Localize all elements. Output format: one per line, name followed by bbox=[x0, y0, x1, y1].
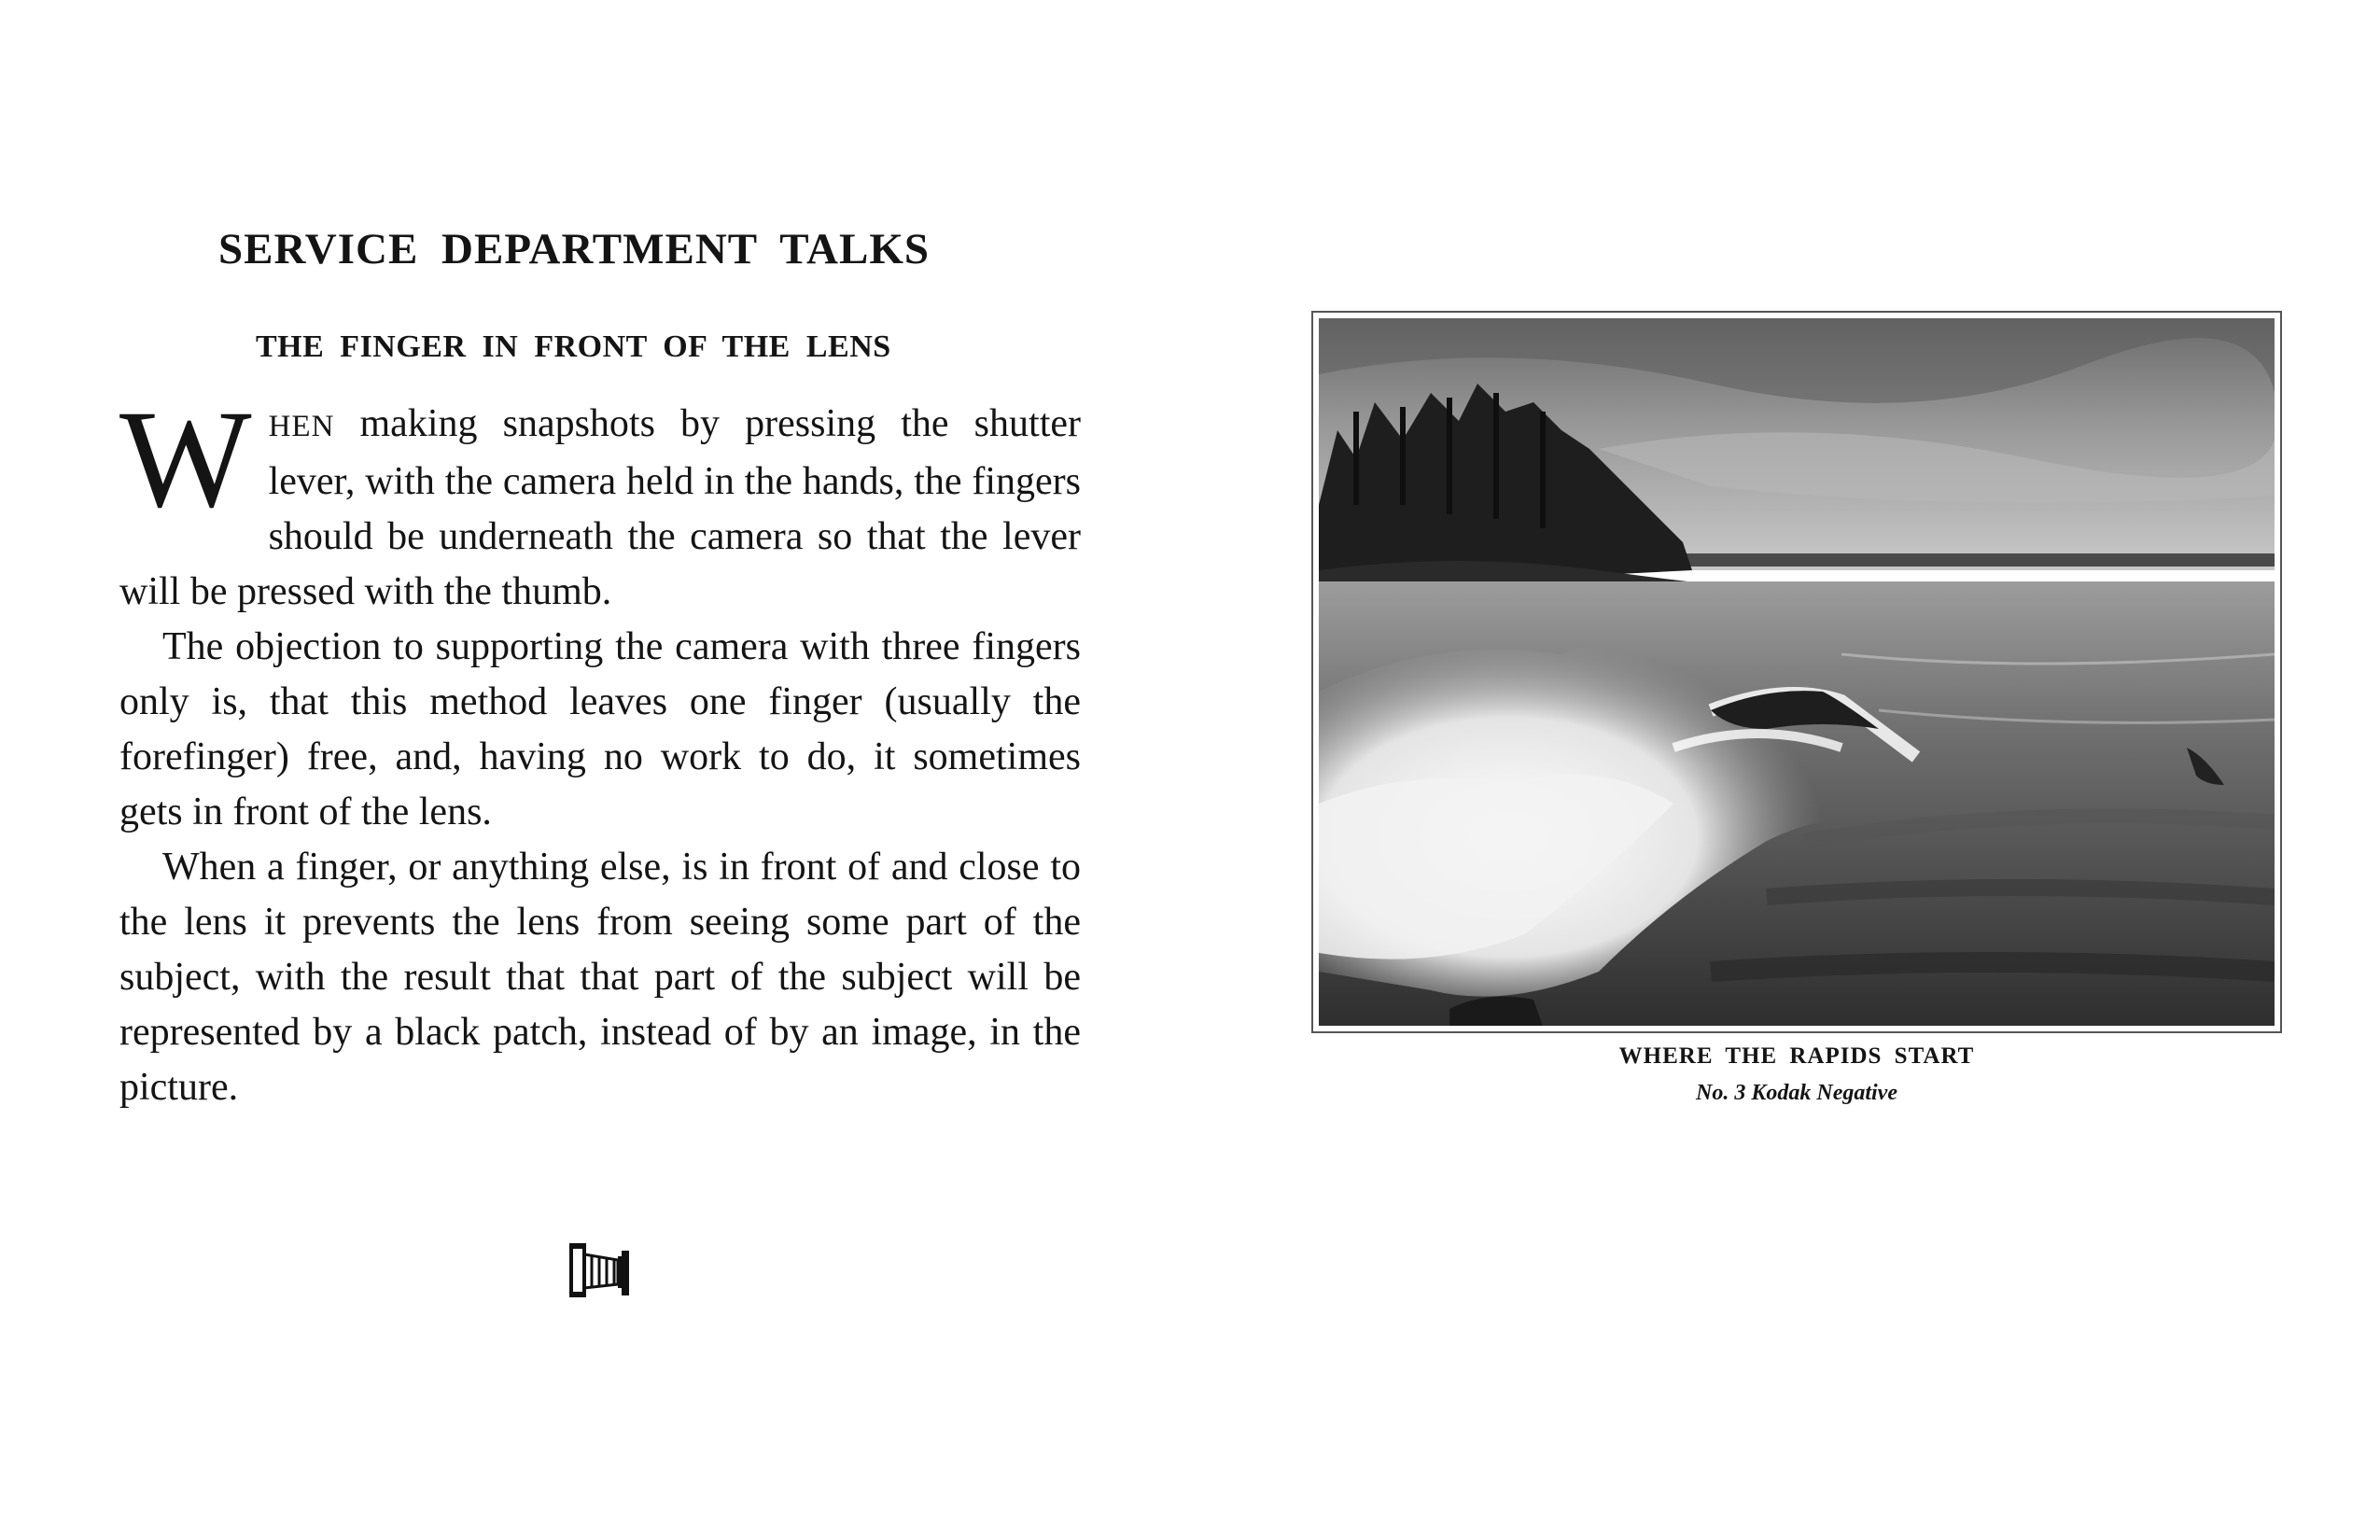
rapids-photograph bbox=[1311, 311, 2282, 1033]
bellows-camera-icon bbox=[567, 1239, 635, 1301]
lead-small-caps: HEN bbox=[268, 410, 335, 443]
photo-caption-title: WHERE THE RAPIDS START bbox=[1618, 1043, 1975, 1069]
section-subtitle: THE FINGER IN FRONT OF THE LENS bbox=[256, 329, 891, 364]
photo-caption-subtitle: No. 3 Kodak Negative bbox=[1696, 1081, 1897, 1105]
paragraph-2: The objection to supporting the camera with three fingers only is, that this method leaves one finger (usually the forefinger) free, and, having no work to do, it sometimes gets in front of the lens. bbox=[119, 625, 1081, 833]
paragraph-1-text: making snapshots by pressing the shutter lever, with the camera held in the hands, the fingers should be underneath the camera so that the lever will be pressed with the thumb. bbox=[119, 402, 1081, 613]
rapids-photo-image bbox=[1319, 318, 2275, 1026]
paragraph-3: When a finger, or anything else, is in front of and close to the lens it prevents the lens from seeing some part of the subject, with the result that that part of the subject will be represented by a black patch, instead of by an image, in the picture. bbox=[119, 846, 1081, 1109]
drop-cap: W bbox=[119, 382, 252, 537]
paragraph-1 bbox=[119, 382, 1081, 620]
article-body bbox=[119, 382, 1081, 1115]
page-title: SERVICE DEPARTMENT TALKS bbox=[218, 225, 931, 273]
